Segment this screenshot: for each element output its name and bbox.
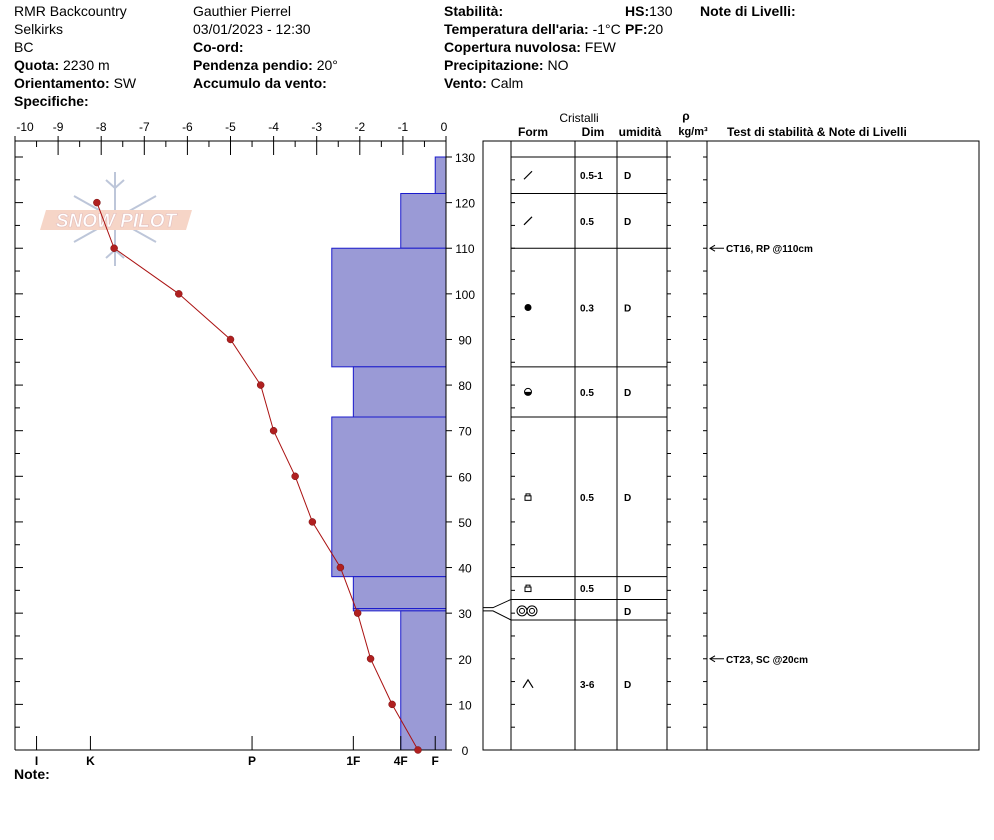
temperature-point — [367, 655, 374, 662]
temperature-point — [111, 245, 118, 252]
air-temp-label: Temperatura dell'aria: — [444, 21, 589, 37]
slope-label: Pendenza pendio: — [193, 57, 313, 73]
wind-load-label: Accumulo da vento: — [193, 75, 327, 91]
temp-tick-label: -3 — [311, 120, 323, 134]
layer-size: 0.5 — [580, 387, 594, 399]
hs-label: HS: — [625, 3, 650, 19]
temp-tick-label: -4 — [268, 120, 279, 134]
layer-size: 0.5 — [580, 584, 594, 596]
hardness-label: P — [248, 754, 257, 768]
layer-size: 0.5-1 — [580, 171, 603, 183]
hardness-label: I — [34, 754, 39, 768]
height-tick-label: 110 — [455, 242, 475, 257]
specifics-label: Specifiche: — [14, 93, 89, 109]
height-tick-label: 50 — [458, 515, 472, 530]
coord-label: Co-ord: — [193, 39, 244, 55]
temp-tick-label: -6 — [182, 120, 193, 134]
temperature-point — [292, 473, 299, 480]
density-symbol-header: ρ — [682, 109, 690, 123]
halfdot-crystal-icon — [525, 388, 532, 395]
temperature-point — [257, 382, 264, 389]
temp-tick-label: -9 — [52, 120, 64, 134]
stability-label: Stabilità: — [444, 3, 504, 19]
layer-moisture: D — [624, 171, 632, 183]
height-tick-label: 60 — [458, 470, 472, 485]
slash-crystal-icon — [524, 171, 532, 179]
hardness-layer-2 — [332, 248, 446, 367]
height-tick-label: 10 — [458, 698, 472, 713]
temperature-point — [309, 518, 316, 525]
hardness-layer-1 — [401, 193, 446, 248]
height-tick-label: 0 — [461, 744, 469, 758]
connector-line — [483, 599, 511, 607]
density-unit-header: kg/m³ — [678, 126, 708, 138]
layer-moisture: D — [624, 606, 632, 618]
layer-moisture: D — [624, 584, 632, 596]
temp-tick-label: 0 — [440, 120, 448, 134]
wind-label: Vento: — [444, 75, 487, 91]
hs-value: 130 — [649, 3, 673, 19]
temperature-point — [389, 701, 396, 708]
temp-tick-label: -8 — [95, 120, 107, 134]
hardness-label: F — [431, 754, 439, 768]
height-tick-label: 30 — [458, 607, 472, 622]
region: Selkirks — [14, 21, 64, 37]
aspect-value: SW — [113, 75, 137, 91]
temp-tick-label: -5 — [225, 120, 236, 134]
precip-value: NO — [547, 57, 569, 73]
temperature-point — [337, 564, 344, 571]
height-tick-label: 100 — [454, 287, 476, 302]
layer-moisture: D — [624, 679, 632, 691]
height-tick-label: 20 — [458, 652, 472, 667]
layer-size: 0.3 — [580, 303, 594, 315]
stability-note-text: CT16, RP @110cm — [726, 244, 813, 256]
hardness-label: 4F — [393, 754, 408, 768]
hat-crystal-icon — [523, 680, 533, 688]
logo-text: SNOW PILOT — [55, 211, 177, 232]
pf-label: PF: — [625, 21, 648, 37]
layer-size: 0.5 — [580, 492, 594, 504]
layer-moisture: D — [624, 303, 632, 315]
cloud-value: FEW — [584, 39, 616, 55]
moisture-header: umidità — [618, 125, 662, 139]
form-header: Form — [518, 125, 548, 139]
aspect-label: Orientamento: — [14, 75, 110, 91]
layer-size: 3-6 — [580, 679, 595, 691]
observer-name: Gauthier Pierrel — [193, 3, 292, 19]
temp-tick-label: -1 — [397, 120, 409, 134]
operator-name: RMR Backcountry — [14, 3, 127, 19]
height-tick-label: 120 — [454, 196, 476, 211]
hardness-layer-7 — [401, 611, 446, 750]
height-tick-label: 70 — [458, 424, 472, 439]
hardness-layer-0 — [435, 157, 446, 193]
square-crystal-icon — [525, 494, 531, 501]
height-tick-label: 80 — [458, 379, 472, 394]
layer-moisture: D — [624, 387, 632, 399]
height-tick-label: 130 — [454, 151, 476, 165]
height-tick-label: 90 — [458, 333, 472, 348]
temperature-point — [414, 747, 421, 754]
layer-notes-label: Note di Livelli: — [700, 3, 796, 19]
temperature-point — [227, 336, 234, 343]
cloud-label: Copertura nuvolosa: — [444, 39, 581, 55]
temperature-point — [93, 199, 100, 206]
air-temp-value: -1°C — [592, 21, 621, 37]
hardness-layer-4 — [332, 417, 446, 577]
elevation-value: 2230 m — [63, 57, 110, 73]
temperature-point — [175, 290, 182, 297]
hardness-layer-3 — [353, 367, 446, 417]
pf-value: 20 — [647, 21, 664, 37]
crystals-header: Cristalli — [559, 111, 599, 125]
hardness-layer-5 — [353, 577, 446, 609]
layer-moisture: D — [624, 216, 632, 228]
size-header: Dim — [581, 125, 605, 139]
elevation-label: Quota: — [14, 57, 60, 73]
slope-value: 20° — [316, 57, 338, 73]
temperature-point — [270, 427, 277, 434]
crust-crystal-icon — [517, 606, 537, 616]
connector-line — [483, 611, 511, 620]
province: BC — [14, 39, 34, 55]
wind-value: Calm — [490, 75, 524, 91]
hardness-label: K — [86, 754, 95, 768]
precip-label: Precipitazione: — [444, 57, 544, 73]
temp-tick-label: -2 — [354, 120, 366, 134]
temp-tick-label: -7 — [138, 120, 150, 134]
dot-crystal-icon — [525, 304, 532, 311]
hardness-label: 1F — [346, 754, 361, 768]
temp-tick-label: -10 — [16, 120, 34, 134]
observation-datetime: 03/01/2023 - 12:30 — [193, 21, 311, 37]
square-crystal-icon — [525, 585, 531, 592]
slash-crystal-icon — [524, 217, 532, 225]
height-tick-label: 40 — [458, 561, 472, 576]
tests-header: Test di stabilità & Note di Livelli — [727, 125, 907, 139]
layer-size: 0.5 — [580, 216, 594, 228]
temperature-point — [354, 610, 361, 617]
notes-label: Note: — [14, 766, 50, 782]
stability-note-text: CT23, SC @20cm — [726, 654, 809, 666]
layer-moisture: D — [624, 492, 632, 504]
snowpilot-logo — [40, 172, 192, 266]
